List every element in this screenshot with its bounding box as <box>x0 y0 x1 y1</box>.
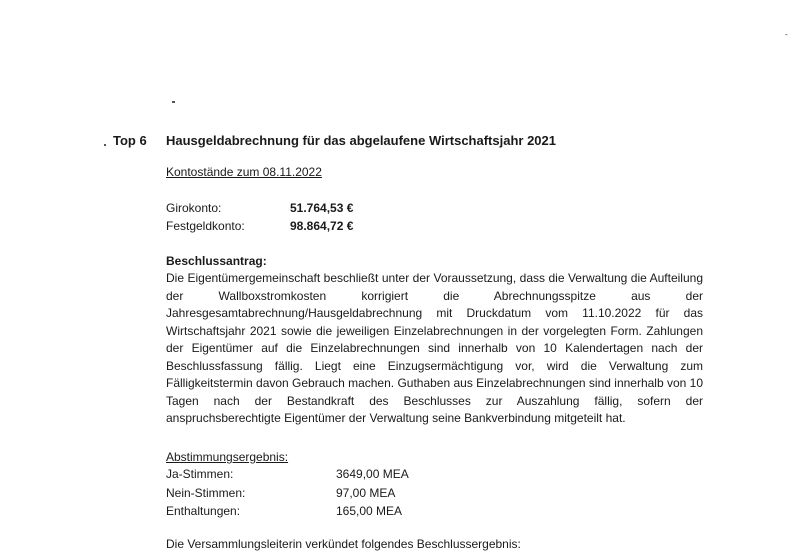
balance-label: Girokonto: <box>166 201 222 215</box>
vote-value: 97,00 MEA <box>336 486 396 500</box>
agenda-item-number: Top 6 <box>113 133 147 148</box>
motion-section <box>166 253 703 428</box>
balance-value: 98.864,72 € <box>290 219 354 233</box>
vote-heading: Abstimmungsergebnis: <box>166 450 289 464</box>
balances-heading: Kontostände zum 08.11.2022 <box>166 165 322 179</box>
agenda-item-title: Hausgeldabrechnung für das abgelaufene Wirtschaftsjahr 2021 <box>166 133 556 148</box>
corner-mark: - <box>785 30 788 39</box>
scan-speck <box>104 144 106 146</box>
vote-row-abstain <box>166 504 466 520</box>
motion-text: Die Eigentümergemeinschaft beschließt unter der Voraussetzung, dass die Verwaltung die Aufteilung der Wallboxstromkosten korrigiert die Abrechnungsspitze aus der Jahresgesamtabrechnung/Hausgeldabrechnung mit Druckdatum vom 11.10.2022 für das Wirtschaftsjahr 2021 sowie die jeweiligen Einzelabrechnungen in der vorgelegten Form. Zahlungen der Eigentümer auf die Einzelabrechnungen sind innerhalb von 10 Kalendertagen nach der Beschlussfassung fällig. Liegt eine Einzugsermächtigung vor, wird die Verwaltung zum Fälligkeitstermin davon Gebrauch machen. Guthaben aus Einzelabrechnungen sind innerhalb von 10 Tagen nach der Bestandkraft des Beschlusses zur Auszahlung fällig, sofern der anspruchsberechtigte Eigentümer der Verwaltung seine Bankverbindung mitgeteilt hat. <box>166 271 704 425</box>
vote-label: Enthaltungen: <box>166 504 241 518</box>
balance-value: 51.764,53 € <box>290 201 354 215</box>
vote-label: Nein-Stimmen: <box>166 486 246 500</box>
vote-value: 165,00 MEA <box>336 504 403 518</box>
result-announcement: Die Versammlungsleiterin verkündet folgendes Beschlussergebnis: <box>166 537 521 551</box>
vote-row-yes <box>166 467 466 483</box>
vote-value: 3649,00 MEA <box>336 467 409 481</box>
scan-speck <box>172 101 175 103</box>
vote-label: Ja-Stimmen: <box>166 467 234 481</box>
vote-row-no <box>166 486 466 502</box>
motion-label: Beschlussantrag: <box>166 254 267 268</box>
balance-label: Festgeldkonto: <box>166 219 245 233</box>
